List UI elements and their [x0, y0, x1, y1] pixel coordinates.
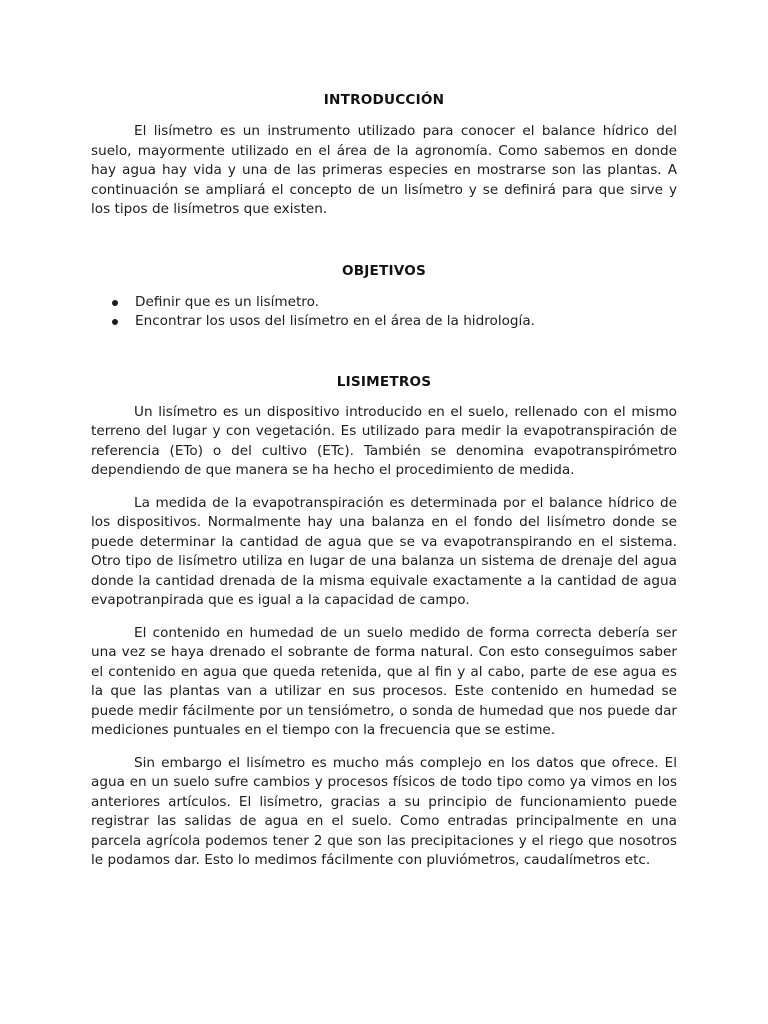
objective-text: Definir que es un lisímetro.: [135, 293, 319, 310]
lisimetros-heading: LISIMETROS: [336, 373, 432, 390]
objective-text: Encontrar los usos del lisímetro en el área de la hidrología.: [135, 313, 535, 329]
bullet-icon: [112, 300, 118, 306]
objectives-section: [91, 261, 677, 332]
body-paragraph: La medida de la evapotranspiración es determinada por el balance hídrico de los dispositivos. Normalmente hay una balanza en el fondo del lisímetro donde se puede determinar la cantidad de agua que se va evapotranspirando en el sistema. Otro tipo de lisímetro utiliza en lugar de una balanza un sistema de drenaje del agua donde la cantidad drenada de la misma equivale exactamente a la cantidad de agua evapotranpirada que es igual a la capacidad de campo.: [91, 494, 677, 608]
introduction-section: [91, 90, 677, 220]
objectives-heading: OBJETIVOS: [341, 262, 427, 279]
body-paragraph: El contenido en humedad de un suelo medido de forma correcta debería ser una vez se haya drenado el sobrante de forma natural. Con esto conseguimos saber el contenido en agua que queda retenida, que al fin y al cabo, parte de ese agua es la que las plantas van a utilizar en sus procesos. Este contenido en humedad se puede medir fácilmente por un tensiómetro, o sonda de humedad que nos puede dar mediciones puntuales en el tiempo con la frecuencia que se estime.: [91, 624, 677, 738]
list-item: [112, 312, 677, 332]
introduction-heading: INTRODUCCIÓN: [323, 92, 445, 108]
objectives-list: [91, 293, 677, 332]
introduction-paragraph: El lisímetro es un instrumento utilizado para conocer el balance hídrico del suelo, mayormente utilizado en el área de la agronomía. Como sabemos en donde hay agua hay vida y una de las primeras especies en mostrarse son las plantas. A continuación se ampliará el concepto de un lisímetro y se definirá para que sirve y los tipos de lisímetros que existen.: [91, 123, 677, 217]
bullet-icon: [112, 319, 118, 325]
body-paragraph: Sin embargo el lisímetro es mucho más complejo en los datos que ofrece. El agua en un suelo sufre cambios y procesos físicos de todo tipo como ya vimos en los anteriores artículos. El lisímetro, gracias a su principio de funcionamiento puede registrar las salidas de agua en el suelo. Como entradas principalmente en una parcela agrícola podemos tener 2 que son las precipitaciones y el riego que nosotros le podamos dar. Esto lo medimos fácilmente con pluviómetros, caudalímetros etc.: [91, 754, 677, 868]
list-item: [112, 293, 677, 313]
lisimetros-section: [91, 372, 677, 871]
body-paragraph: Un lisímetro es un dispositivo introducido en el suelo, rellenado con el mismo terreno del lugar y con vegetación. Es utilizado para medir la evapotranspiración de referencia (ETo) o del cultivo (ETc). También se denomina evapotranspirómetro dependiendo de que manera se ha hecho el procedimiento de medida.: [91, 403, 677, 478]
